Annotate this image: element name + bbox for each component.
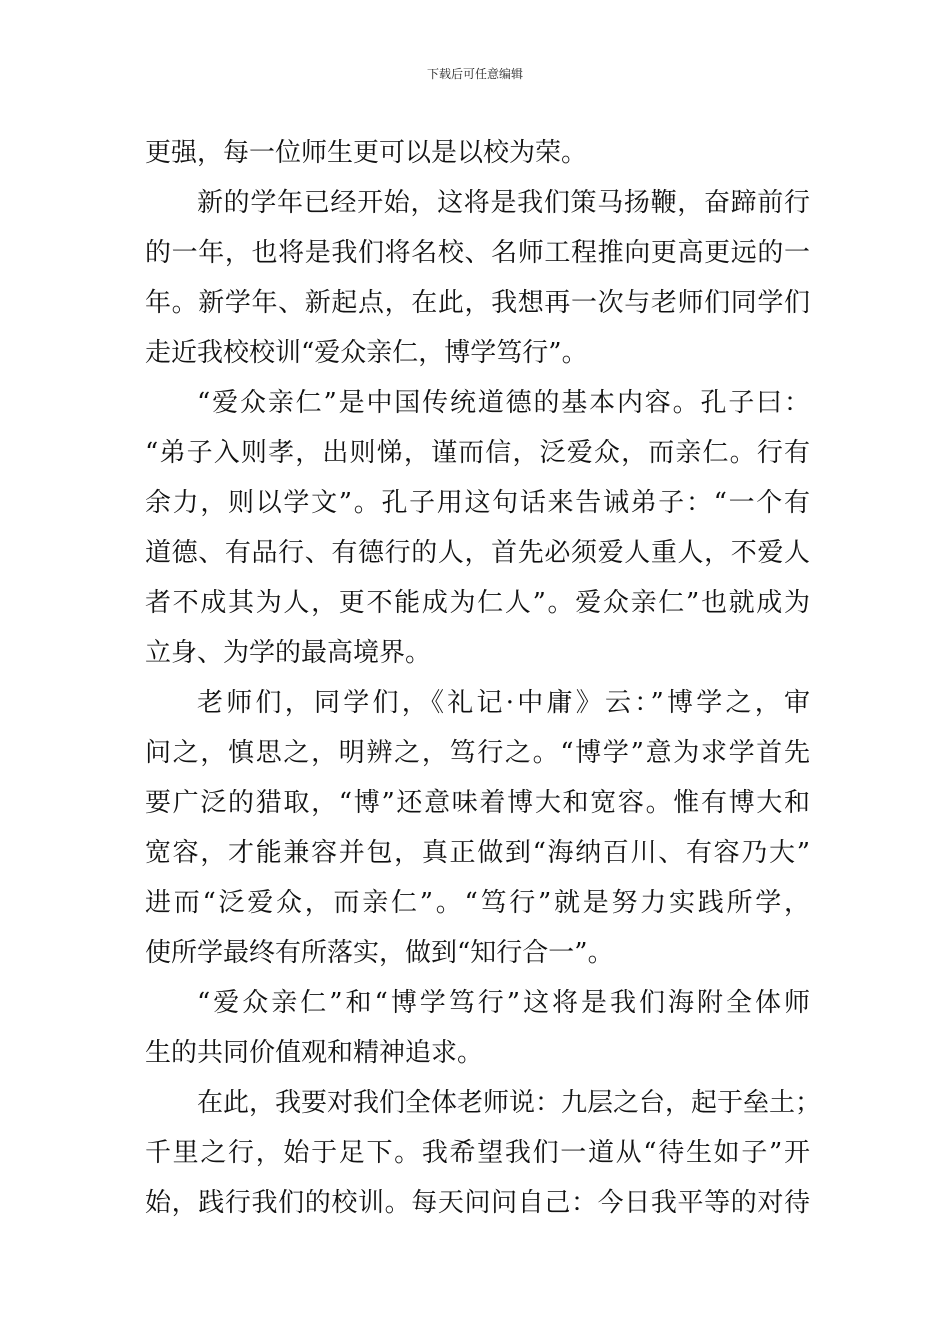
text-line: 道德、有品行、有德行的人，首先必须爱人重人，不爱人 [145, 538, 810, 568]
text-line: 使所学最终有所落实，做到“知行合一”。 [145, 938, 614, 968]
text-line: 问之，慎思之，明辨之，笃行之。“博学”意为求学首先 [145, 738, 810, 768]
text-line: 始，践行我们的校训。每天问问自己：今日我平等的对待 [145, 1188, 810, 1218]
text-line: 老师们，同学们，《礼记·中庸》云：”博学之，审 [197, 688, 810, 718]
text-line: 新的学年已经开始，这将是我们策马扬鞭，奋蹄前行 [197, 188, 810, 218]
text-line: 要广泛的猎取，“博”还意味着博大和宽容。惟有博大和 [145, 788, 810, 818]
text-line: 余力，则以学文”。孔子用这句话来告诫弟子：“一个有 [145, 488, 810, 518]
text-line: “爱众亲仁”和“博学笃行”这将是我们海附全体师 [197, 988, 810, 1018]
text-line: 在此，我要对我们全体老师说：九层之台，起于垒土； [197, 1088, 822, 1118]
text-line: “爱众亲仁”是中国传统道德的基本内容。孔子曰： [197, 388, 810, 418]
text-line: 宽容，才能兼容并包，真正做到“海纳百川、有容乃大” [145, 838, 810, 868]
text-line: 年。新学年、新起点，在此，我想再一次与老师们同学们 [145, 288, 810, 318]
body-text [145, 128, 822, 1228]
text-line: 者不成其为人，更不能成为仁人”。爱众亲仁”也就成为 [145, 588, 810, 618]
text-line: 走近我校校训“爱众亲仁，博学笃行”。 [145, 338, 588, 368]
text-line: 进而“泛爱众，而亲仁”。“笃行”就是努力实践所学， [145, 888, 810, 918]
text-line: 立身、为学的最高境界。 [145, 638, 432, 668]
text-line: 生的共同价值观和精神追求。 [145, 1038, 484, 1068]
page-header: 下载后可任意编辑 [426, 67, 523, 81]
text-line: 更强，每一位师生更可以是以校为荣。 [145, 138, 588, 168]
text-line: 的一年，也将是我们将名校、名师工程推向更高更远的一 [145, 238, 810, 268]
text-line: “弟子入则孝，出则悌，谨而信，泛爱众，而亲仁。行有 [145, 438, 810, 468]
text-line: 千里之行，始于足下。我希望我们一道从“待生如子”开 [145, 1138, 810, 1168]
